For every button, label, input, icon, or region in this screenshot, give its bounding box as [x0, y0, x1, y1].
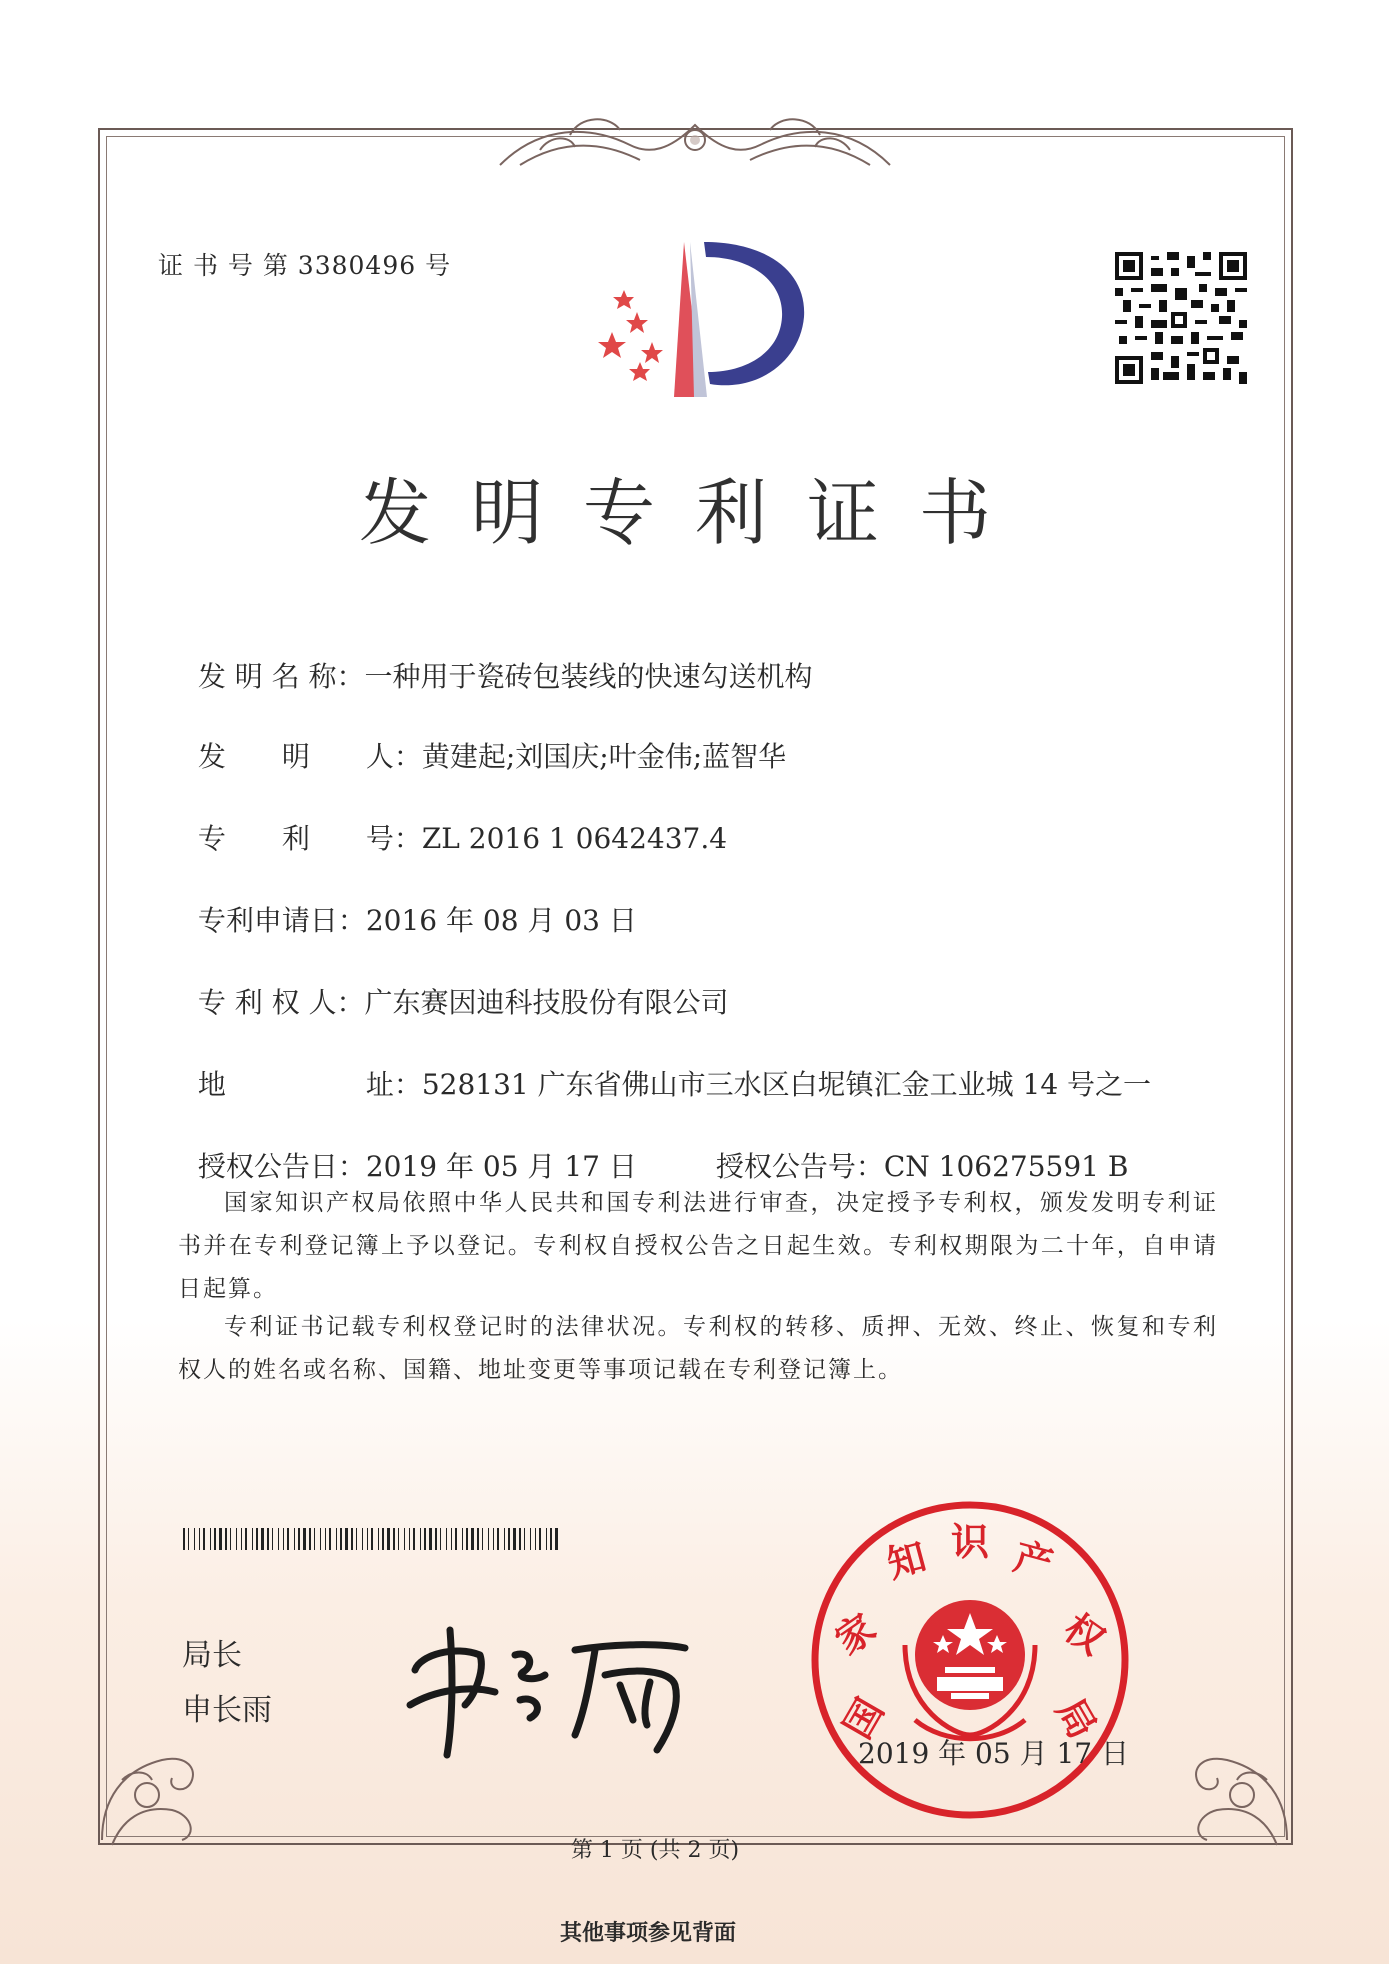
footer-note: 其他事项参见背面 [559, 1920, 736, 1946]
legal-paragraph-1: 国家知识产权局依照中华人民共和国专利法进行审查，决定授予专利权，颁发发明专利证书并在专利登记簿上予以登记。专利权自授权公告之日起生效。专利权期限为二十年，自申请日起算。 [178, 1190, 1218, 1302]
address-value: 528131 广东省佛山市三水区白坭镇汇金工业城 14 号之一 [421, 1068, 1152, 1101]
patent-number-value: ZL 2016 1 0642437.4 [421, 822, 728, 855]
inventors-value: 黄建起;刘国庆;叶金伟;蓝智华 [421, 740, 787, 773]
certificate-number: 证 书 号 第 3380496 号 [158, 251, 452, 280]
application-date-value: 2016 年 08 月 03 日 [365, 904, 637, 937]
application-date-row [180, 866, 637, 939]
handwritten-signature-icon [395, 1610, 705, 1760]
grant-number-label: 授权公告号： [715, 1150, 884, 1183]
bottom-right-ornament [1177, 1740, 1297, 1850]
grant-date-row [180, 1112, 637, 1185]
page-number: 第 1 页 (共 2 页) [570, 1838, 740, 1863]
svg-text:产: 产 [1009, 1533, 1058, 1587]
signatory-title: 局长 [182, 1638, 242, 1673]
svg-text:识: 识 [950, 1519, 990, 1564]
invention-name-row [180, 622, 813, 695]
address-row [180, 1030, 1151, 1103]
patentee-value: 广东赛因迪科技股份有限公司 [364, 986, 729, 1019]
grant-date-value: 2019 年 05 月 17 日 [365, 1150, 637, 1183]
patentee-label: 专 利 权 人： [197, 986, 365, 1019]
application-date-label: 专利申请日： [197, 904, 366, 937]
svg-text:局: 局 [1047, 1690, 1106, 1746]
seal-date: 2019 年 05 月 17 日 [858, 1737, 1130, 1770]
svg-text:知: 知 [882, 1533, 931, 1587]
qr-code-icon [1115, 252, 1247, 384]
certificate-title: 发明专利证书 [358, 471, 1031, 555]
address-label: 地 址： [197, 1068, 422, 1101]
svg-text:权: 权 [1056, 1604, 1114, 1664]
inventors-row [180, 702, 786, 775]
legal-paragraph-2: 专利证书记载专利权登记时的法律状况。专利权的转移、质押、无效、终止、恢复和专利权人的姓名或名称、国籍、地址变更等事项记载在专利登记簿上。 [178, 1314, 1218, 1383]
patent-number-row [180, 784, 727, 857]
svg-text:国: 国 [834, 1690, 893, 1746]
patentee-row [180, 948, 729, 1021]
grant-date-label: 授权公告日： [197, 1150, 366, 1183]
invention-name-label: 发 明 名 称： [197, 660, 365, 693]
barcode-icon [183, 1528, 560, 1550]
inventors-label: 发 明 人： [197, 740, 422, 773]
signatory-name: 申长雨 [182, 1693, 272, 1728]
patent-number-label: 专 利 号： [197, 822, 422, 855]
svg-text:家: 家 [826, 1604, 884, 1664]
grant-number-row [698, 1112, 1128, 1185]
invention-name-value: 一种用于瓷砖包装线的快速勾送机构 [364, 660, 813, 693]
patent-office-logo-icon [592, 232, 810, 402]
top-ornament [480, 105, 910, 180]
official-seal-icon [805, 1495, 1135, 1825]
bottom-left-ornament [92, 1740, 212, 1850]
grant-number-value: CN 106275591 B [883, 1150, 1129, 1183]
